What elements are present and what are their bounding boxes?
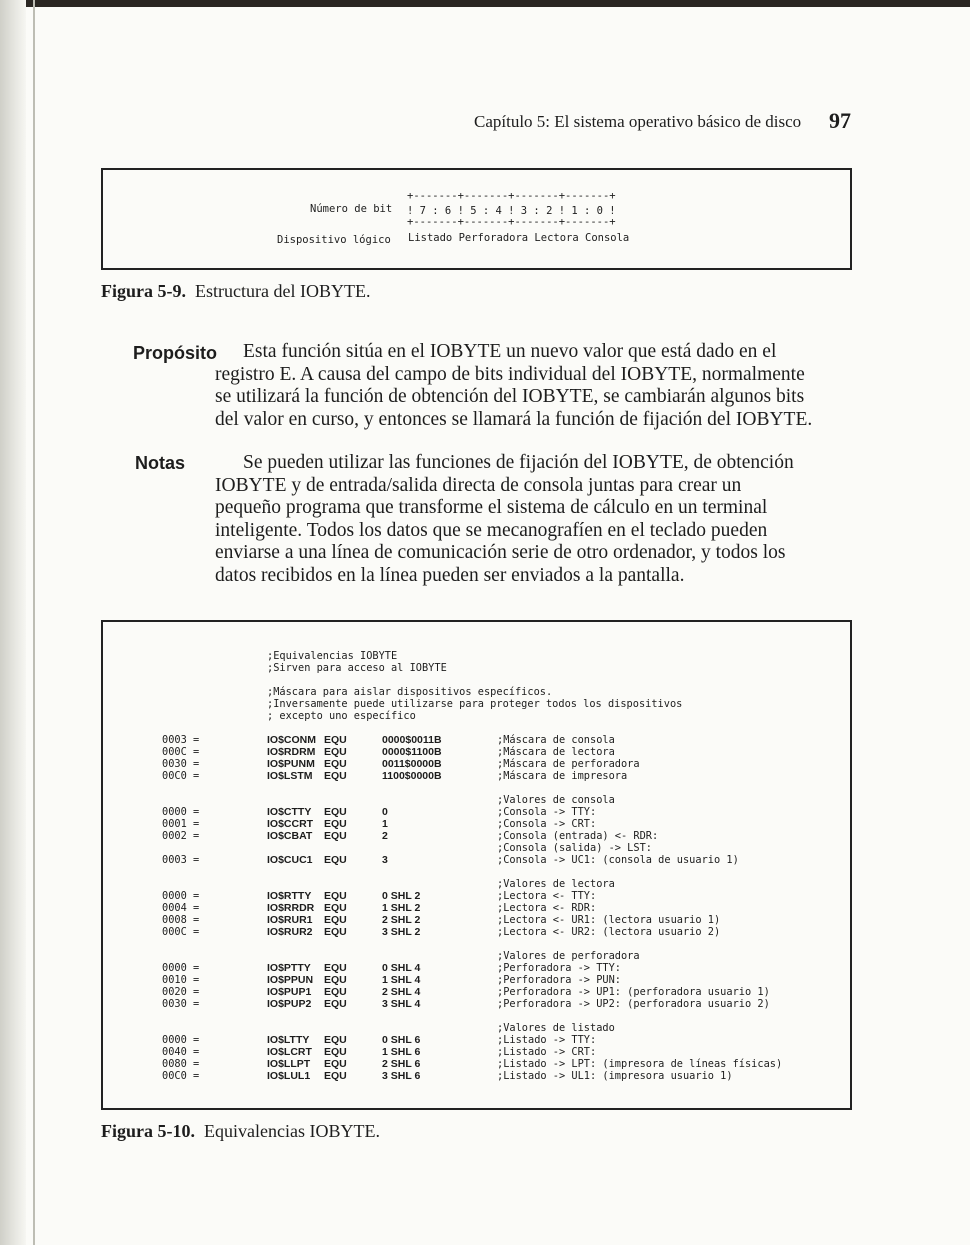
code-value: 3 SHL 4 [382,998,421,1010]
code-comment: ;Perforadora -> UP1: (perforadora usuario 1) [497,986,770,998]
code-comment: ;Máscara de lectora [497,746,615,758]
code-address: 0000 = [162,1034,200,1046]
figure-5-10-caption [101,1121,380,1142]
code-symbol: IO$LCRT [267,1046,312,1058]
code-symbol: IO$RRDR [267,902,315,914]
book-spine-shadow [0,0,26,1245]
figure-5-10-box [101,620,852,1110]
code-symbol: IO$CONM [267,734,317,746]
code-address: 0000 = [162,962,200,974]
code-opcode: EQU [324,986,347,998]
code-symbol: IO$LTTY [267,1034,310,1046]
code-comment: ;Consola -> UC1: (consola de usuario 1) [497,854,739,866]
code-value: 0000$0011B [382,734,442,746]
code-symbol: IO$LSTM [267,770,313,782]
code-opcode: EQU [324,854,347,866]
code-address: 0020 = [162,986,200,998]
code-opcode: EQU [324,902,347,914]
code-comment: ; excepto uno específico [267,710,416,722]
code-address: 0003 = [162,734,200,746]
code-address: 0000 = [162,806,200,818]
code-symbol: IO$CTTY [267,806,312,818]
code-opcode: EQU [324,770,347,782]
notes-paragraph [215,452,852,587]
code-symbol: IO$PTTY [267,962,311,974]
code-comment: ;Equivalencias IOBYTE [267,650,398,662]
code-value: 1 SHL 6 [382,1046,421,1058]
code-address: 0008 = [162,914,200,926]
notes-line: Se pueden utilizar las funciones de fijación del IOBYTE, de obtención [243,452,794,473]
code-symbol: IO$RUR1 [267,914,313,926]
code-value: 1100$0000B [382,770,442,782]
code-comment: ;Consola (entrada) <- RDR: [497,830,659,842]
code-symbol: IO$LLPT [267,1058,311,1070]
code-comment: ;Consola (salida) -> LST: [497,842,652,854]
code-value: 2 SHL 6 [382,1058,421,1070]
code-comment: ;Valores de lectora [497,878,615,890]
code-comment: ;Listado -> LPT: (impresora de líneas físicas) [497,1058,783,1070]
purpose-line: del valor en curso, y entonces se llamará la función de fijación del IOBYTE. [215,408,813,430]
caption-label: Figura 5-10. [101,1121,195,1141]
code-symbol: IO$RTTY [267,890,312,902]
code-comment: ;Consola -> TTY: [497,806,597,818]
figure-5-9-box [101,168,852,270]
bit-number-label: Número de bit [310,203,393,215]
code-address: 0010 = [162,974,200,986]
caption-text: Estructura del IOBYTE. [195,281,371,301]
code-comment: ;Listado -> CRT: [497,1046,597,1058]
code-comment: ;Listado -> TTY: [497,1034,597,1046]
code-comment: ;Valores de consola [497,794,615,806]
scan-top-edge [0,0,970,7]
code-comment: ;Valores de listado [497,1022,615,1034]
purpose-paragraph [215,341,852,431]
notes-line: pequeño programa que transforme el sistema de cálculo en un terminal [215,497,768,518]
code-comment: ;Lectora <- UR1: (lectora usuario 1) [497,914,721,926]
running-header: Capítulo 5: El sistema operativo básico de disco [474,112,802,131]
purpose-line: se utilizará la función de obtención del IOBYTE, se cambiarán algunos bits [215,386,805,407]
code-address: 0002 = [162,830,200,842]
code-symbol: IO$PPUN [267,974,314,986]
code-symbol: IO$PUP1 [267,986,312,998]
code-opcode: EQU [324,746,347,758]
code-comment: ;Perforadora -> UP2: (perforadora usuario 2) [497,998,770,1010]
notes-term: Notas [135,453,186,473]
code-symbol: IO$CCRT [267,818,314,830]
notes-line: IOBYTE y de entrada/salida directa de consola juntas para crear un [215,474,742,496]
code-address: 000C = [162,926,200,938]
code-comment: ;Consola -> CRT: [497,818,597,830]
bit-table-bottom-border: +-------+-------+-------+-------+ [407,216,616,228]
code-opcode: EQU [324,926,347,938]
code-symbol: IO$LUL1 [267,1070,311,1082]
purpose-term: Propósito [133,343,217,363]
code-opcode: EQU [324,1058,347,1070]
code-opcode: EQU [324,758,347,770]
code-address: 0040 = [162,1046,200,1058]
notes-line: datos recibidos en la línea pueden ser enviados a la pantalla. [215,564,685,586]
code-opcode: EQU [324,830,347,842]
code-comment: ;Lectora <- UR2: (lectora usuario 2) [497,926,721,938]
code-opcode: EQU [324,1046,347,1058]
purpose-line: registro E. A causa del campo de bits individual del IOBYTE, normalmente [215,363,805,385]
code-opcode: EQU [324,818,347,830]
code-comment: ;Lectora <- RDR: [497,902,597,914]
figure-5-9-caption [101,281,370,302]
code-comment: ;Máscara de impresora [497,770,628,782]
code-comment: ;Lectora <- TTY: [497,890,597,902]
code-symbol: IO$CBAT [267,830,313,842]
caption-text: Equivalencias IOBYTE. [204,1121,380,1141]
code-address: 0030 = [162,758,200,770]
code-address: 00C0 = [162,1070,200,1082]
code-opcode: EQU [324,974,347,986]
code-value: 1 SHL 4 [382,974,421,986]
code-opcode: EQU [324,998,347,1010]
bit-table-row: ! 7 : 6 ! 5 : 4 ! 3 : 2 ! 1 : 0 ! [407,205,616,217]
code-comment: ;Máscara de perforadora [497,758,640,770]
code-symbol: IO$PUP2 [267,998,312,1010]
notes-line: inteligente. Todos los datos que se mecanografíen en el teclado pueden [215,519,768,541]
code-value: 0 SHL 2 [382,890,421,902]
code-value: 2 SHL 2 [382,914,421,926]
page-number: 97 [829,108,851,133]
code-value: 0011$0000B [382,758,442,770]
logical-devices: Listado Perforadora Lectora Consola [408,232,630,244]
code-opcode: EQU [324,806,347,818]
code-value: 3 [382,854,388,866]
code-value: 3 SHL 6 [382,1070,421,1082]
code-value: 2 [382,830,388,842]
code-symbol: IO$RUR2 [267,926,313,938]
code-symbol: IO$PUNM [267,758,315,770]
code-comment: ;Máscara para aislar dispositivos específicos. [267,686,553,698]
code-opcode: EQU [324,1070,347,1082]
code-comment: ;Perforadora -> PUN: [497,974,621,986]
code-symbol: IO$CUC1 [267,854,313,866]
code-comment: ;Inversamente puede utilizarse para proteger todos los dispositivos [267,698,683,710]
code-value: 0 SHL 4 [382,962,421,974]
code-address: 00C0 = [162,770,200,782]
caption-label: Figura 5-9. [101,281,186,301]
code-opcode: EQU [324,962,347,974]
code-address: 0004 = [162,902,200,914]
code-comment: ;Valores de perforadora [497,950,640,962]
code-address: 0000 = [162,890,200,902]
code-opcode: EQU [324,890,347,902]
code-opcode: EQU [324,734,347,746]
code-value: 0000$1100B [382,746,442,758]
code-address: 0030 = [162,998,200,1010]
code-comment: ;Máscara de consola [497,734,615,746]
code-symbol: IO$RDRM [267,746,316,758]
code-address: 000C = [162,746,200,758]
code-opcode: EQU [324,1034,347,1046]
bit-table-top-border: +-------+-------+-------+-------+ [407,190,616,202]
code-value: 3 SHL 2 [382,926,421,938]
code-value: 0 [382,806,388,818]
code-value: 1 [382,818,388,830]
purpose-line: Esta función sitúa en el IOBYTE un nuevo valor que está dado en el [243,341,777,362]
code-value: 0 SHL 6 [382,1034,421,1046]
code-value: 2 SHL 4 [382,986,421,998]
code-comment: ;Perforadora -> TTY: [497,962,621,974]
code-comment: ;Listado -> UL1: (impresora usuario 1) [497,1070,733,1082]
logical-device-label: Dispositivo lógico [277,234,391,246]
code-opcode: EQU [324,914,347,926]
code-comment: ;Sirven para acceso al IOBYTE [267,662,447,674]
code-address: 0001 = [162,818,200,830]
code-value: 1 SHL 2 [382,902,421,914]
notes-line: enviarse a una línea de comunicación serie de otro ordenador, y todos los [215,542,786,563]
spine-line [33,0,35,1245]
code-address: 0080 = [162,1058,200,1070]
code-address: 0003 = [162,854,200,866]
